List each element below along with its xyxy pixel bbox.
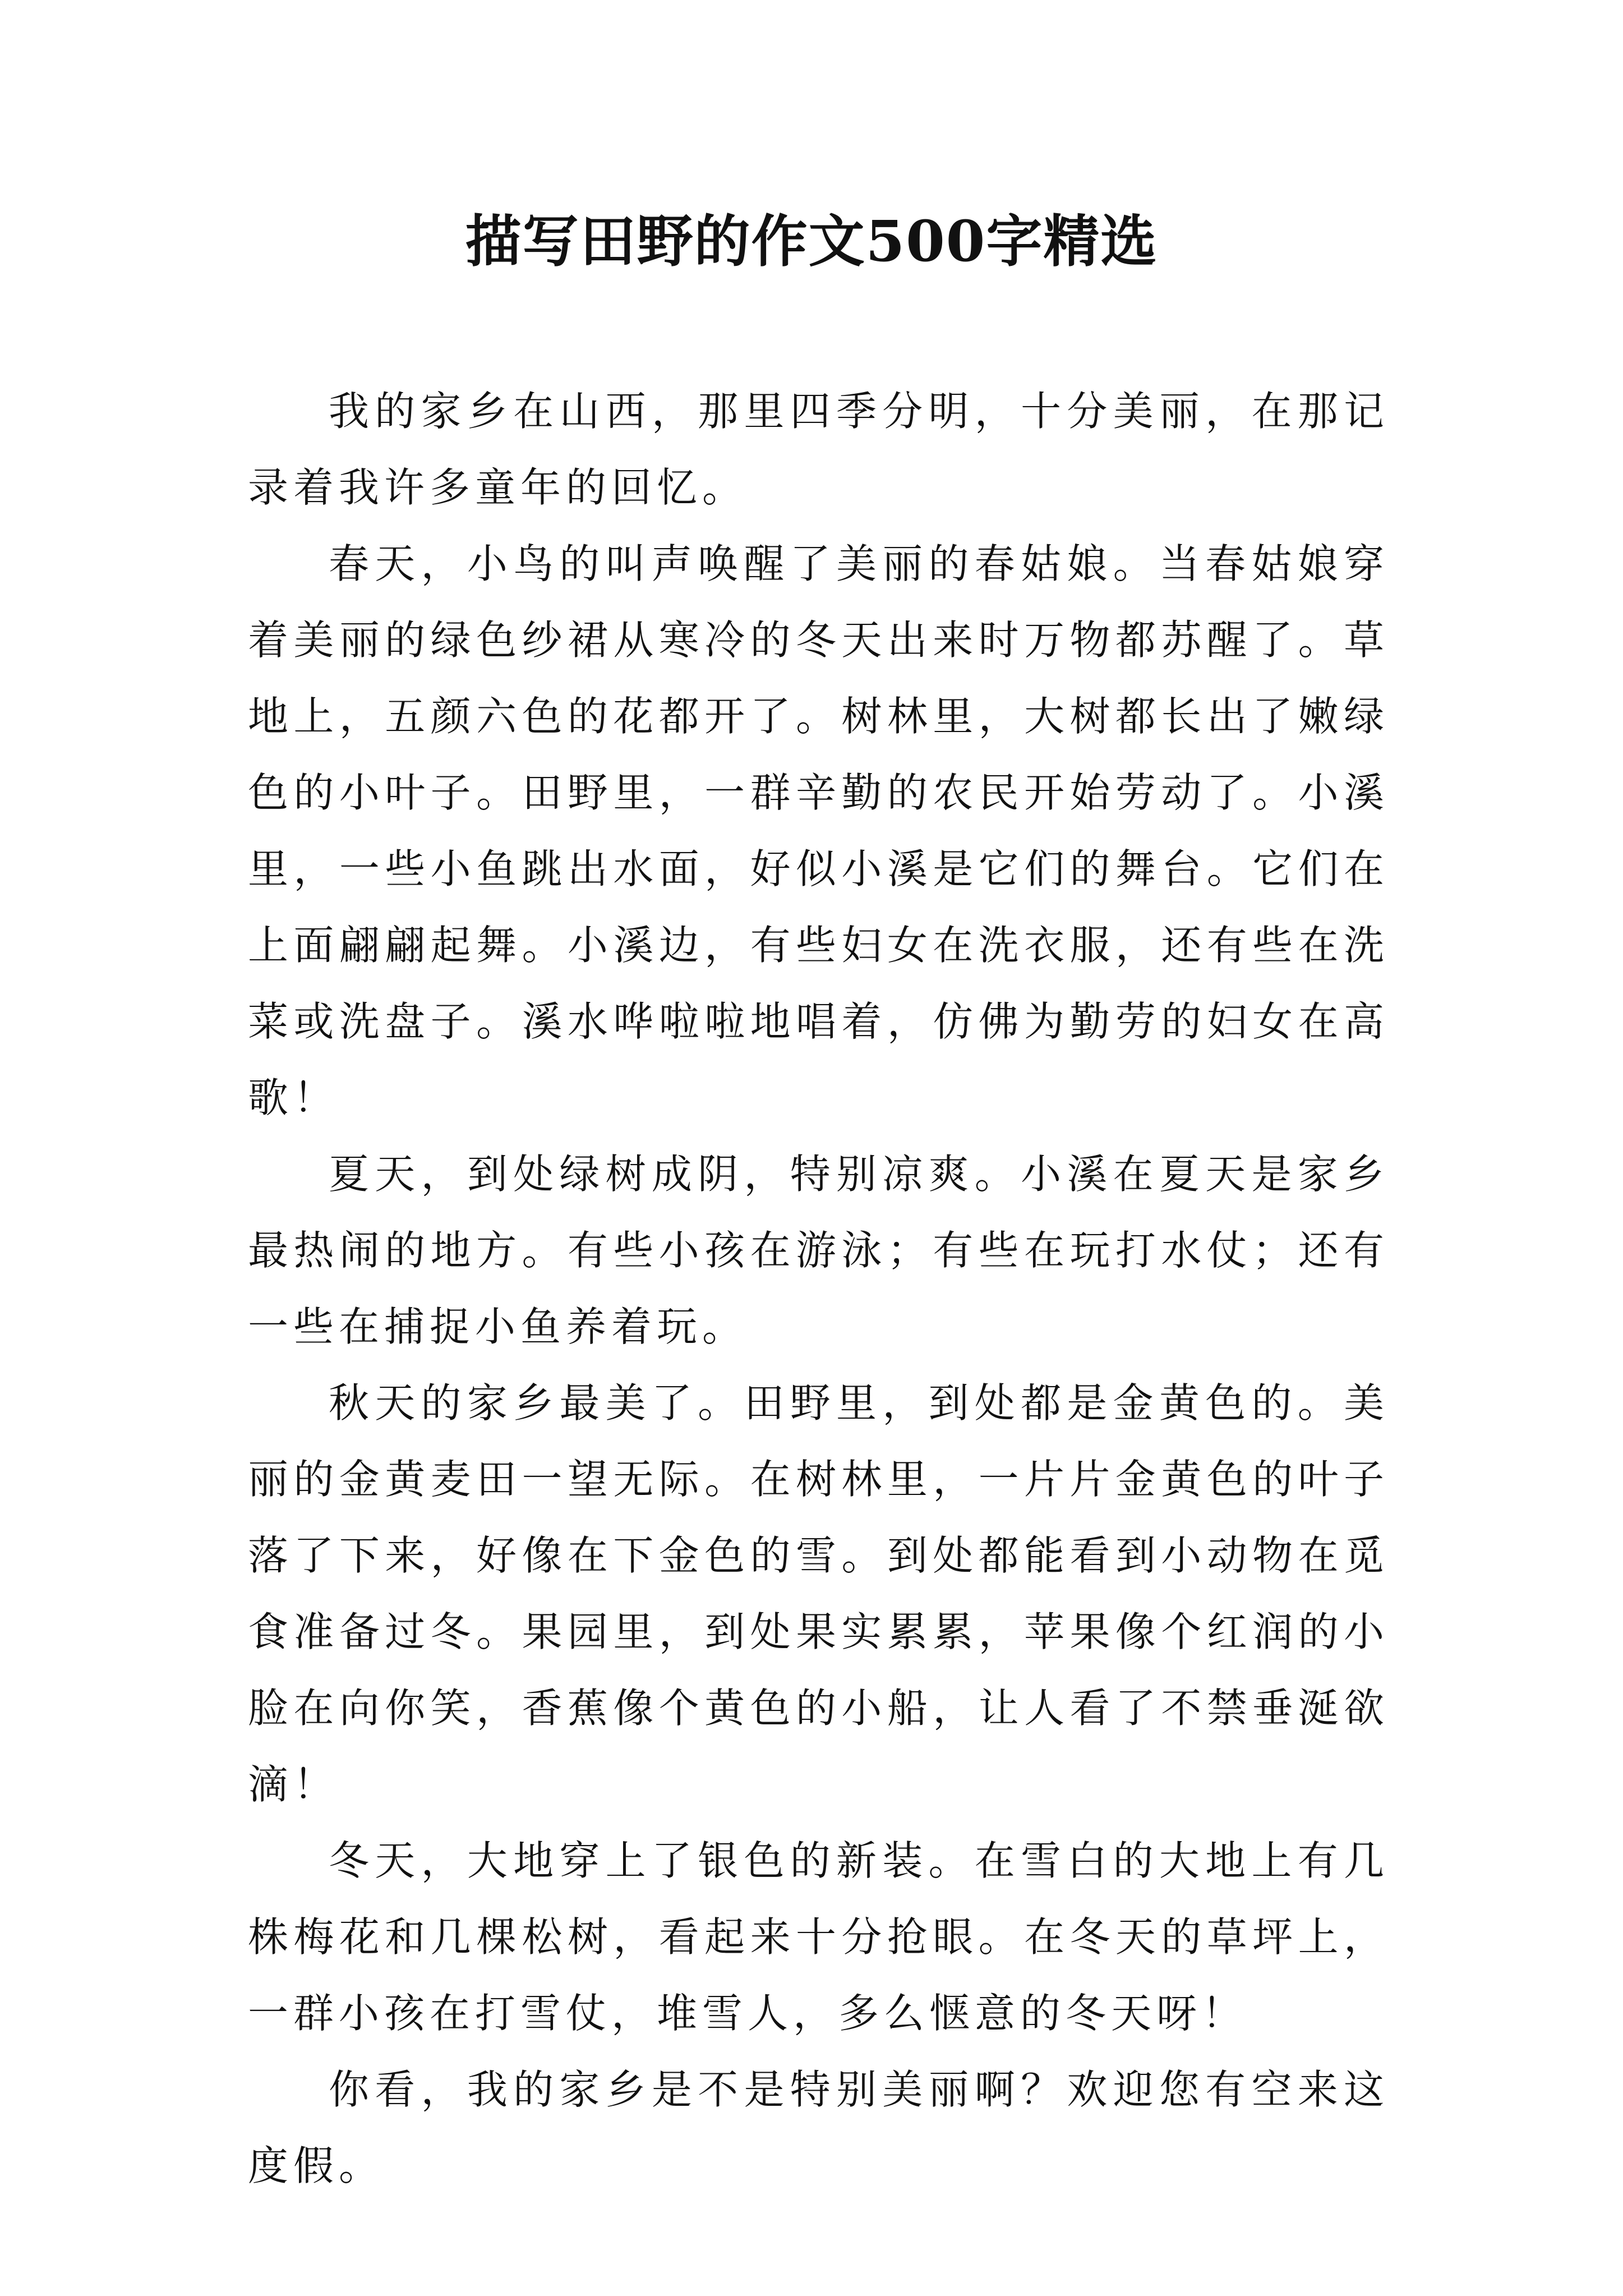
- paragraph-closing: 你看，我的家乡是不是特别美丽啊？欢迎您有空来这度假。: [248, 2066, 1389, 2189]
- paragraph-autumn: 秋天的家乡最美了。田野里，到处都是金黄色的。美丽的金黄麦田一望无际。在树林里，一片片金黄色的叶子落了下来，好像在下金色的雪。到处都能看到小动物在觅食准备过冬。果园里，到处果实累累，苹果像个红润的小脸在向你笑，香蕉像个黄色的小船，让人看了不禁垂涎欲滴！: [248, 1379, 1389, 1808]
- paragraph-spring: 春天，小鸟的叫声唤醒了美丽的春姑娘。当春姑娘穿着美丽的绿色纱裙从寒冷的冬天出来时万物都苏醒了。草地上，五颜六色的花都开了。树林里，大树都长出了嫩绿色的小叶子。田野里，一群辛勤的农民开始劳动了。小溪里，一些小鱼跳出水面，好似小溪是它们的舞台。它们在上面翩翩起舞。小溪边，有些妇女在洗衣服，还有些在洗菜或洗盘子。溪水哗啦啦地唱着，仿佛为勤劳的妇女在高歌！: [248, 540, 1389, 1121]
- paragraph-summer: 夏天，到处绿树成阴，特别凉爽。小溪在夏天是家乡最热闹的地方。有些小孩在游泳；有些在玩打水仗；还有一些在捕捉小鱼养着玩。: [248, 1151, 1389, 1350]
- document-body: [248, 373, 1389, 2204]
- paragraph-winter: 冬天，大地穿上了银色的新装。在雪白的大地上有几株梅花和几棵松树，看起来十分抢眼。在冬天的草坪上，一群小孩在打雪仗，堆雪人，多么惬意的冬天呀！: [248, 1837, 1389, 2037]
- document-title: 描写田野的作文500字精选: [465, 208, 1158, 274]
- paragraph-intro: 我的家乡在山西，那里四季分明，十分美丽，在那记录着我许多童年的回忆。: [248, 388, 1389, 511]
